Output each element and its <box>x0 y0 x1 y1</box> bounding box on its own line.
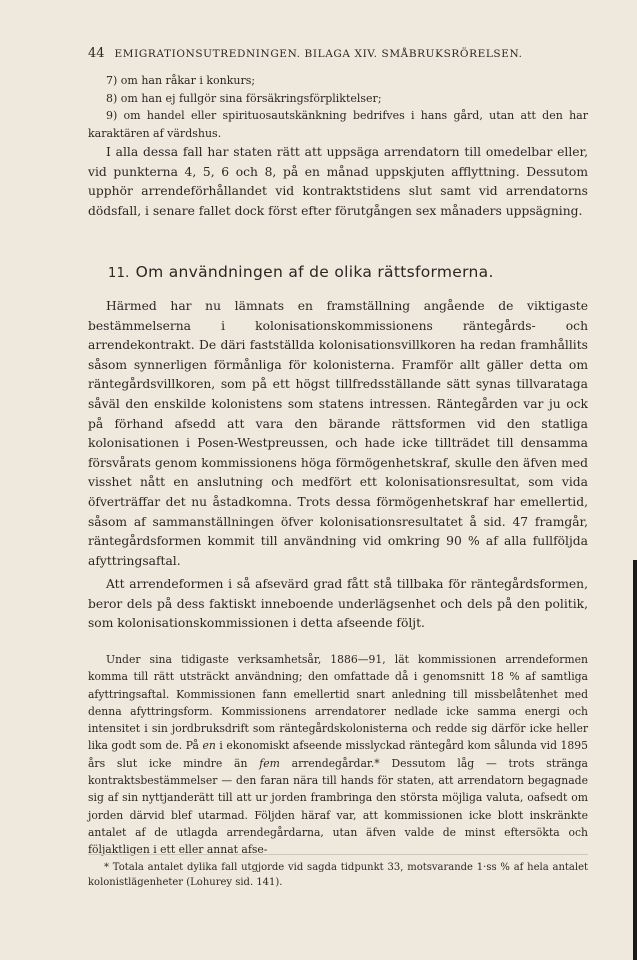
text-segment: i ekonomiskt afseende misslyckad räntegård kom sålunda vid 1895 års slut icke mindre än <box>88 739 589 770</box>
text-segment: Under sina tidigaste verksamhetsår, 1886—91, lät kommissionen arrendeformen komma till rätt utsträckt användning; den omfattade då i genomsnitt 18 % af samtliga afyttringsaftal. Kommissionen fann emellertid snart anledning till missbelåtenhet med denna afyttringsform. Kommissionens arrendatorer nedlade icke samma energi och intensitet i sin jordbruksdrift som räntegårdskolonisterna och redde sig därför icke heller lika godt som de. På <box>88 653 588 753</box>
paragraph-text <box>88 651 588 859</box>
small-print-paragraph <box>88 651 588 859</box>
footnote <box>88 860 588 890</box>
page-number: 44 <box>88 46 105 61</box>
scan-edge-shadow <box>633 560 637 960</box>
paragraph-termination <box>88 143 588 221</box>
section-title: Om användningen af de olika rättsformerna. <box>135 263 494 281</box>
list-item: 9) om handel eller spirituosautskänkning bedrifves i hans gård, utan att den har karaktären af värdshus. <box>88 109 588 140</box>
paragraph-text: Härmed har nu lämnats en framställning angående de viktigaste bestämmelserna i kolonisationskommissionens räntegårds- och arrendekontrakt. De däri fastställda kolonisationsvillkoren ha redan framhållits såsom synnerligen förmånliga för kolonisterna. Framför allt gäller detta om räntegårdsvillkoren, som på ett högst tillfredsställande sätt synas tillvarataga såväl den enskilde kolonistens som statens intressen. Räntegården var ju ock på förhand afsedd att vara den bärande rättsformen vid den statliga kolonisationen i Posen-Westpreussen, och hade icke tillträdet till densamma försvårats genom kommissionens höga förmögenhetskraf, skulle den äfven med visshet nått en anslutning och medfört ett kolonisationsresultat, som vida öfverträffar det nu åstadkomna. Trots dessa förmögenhetskraf har emellertid, såsom af sammanställningen öfver kolonisationsresultatet å sid. 47 framgår, räntegårdsformen kommit till användning vid omkring 90 % af alla fullföljda afyttringsaftal. <box>88 299 588 568</box>
list-item: 8) om han ej fullgör sina försäkringsförpliktelser; <box>106 91 382 105</box>
page-header <box>88 46 588 61</box>
emphasis-fem: fem <box>259 756 280 770</box>
text-segment: arrendegårdar.* Dessutom låg — trots stränga kontraktsbestämmelser — den faran nära till hands för staten, att arrendatorn begagnade sig af sin nyttjanderätt till att ur jorden frambringa den största möjliga valuta, oafsedt om jorden därvid blef utarmad. Följden häraf var, att kommissionen icke blott inskränkte antalet af de utlagda arrendegårdarna, utan äfven valde de minst eftersökta och följaktligen i ett eller annat afse- <box>88 756 588 857</box>
footnote-text: * Totala antalet dylika fall utgjorde vid sagda tidpunkt 33, motsvarande 1·ss % af hela antalet kolonistlägenheter (Lohurey sid. 141). <box>88 862 588 888</box>
list-item: 7) om han råkar i konkurs; <box>106 74 256 87</box>
paragraph-text: Att arrendeformen i så afsevärd grad fått stå tillbaka för räntegårdsformen, beror dels på dess faktiskt inneboende underlägsenhet och dels på den politik, som kolonisationskommissionen i detta afseende följt. <box>88 577 588 631</box>
paragraph-lease-form <box>88 575 588 634</box>
condition-list <box>88 72 588 142</box>
paragraph-text: I alla dessa fall har staten rätt att uppsäga arrendatorn till omedelbar eller, vid punkterna 4, 5, 6 och 8, på en månad uppskjuten afflyttning. Dessutom upphör arrendeförhållandet vid kontraktstidens slut samt vid arrendatorns dödsfall, i senare fallet dock först efter förutgången sex månaders uppsägning. <box>88 145 588 218</box>
running-title: EMIGRATIONSUTREDNINGEN. BILAGA XIV. SMÅBRUKSRÖRELSEN. <box>114 48 523 60</box>
emphasis-en: en <box>202 739 216 753</box>
paragraph-legal-forms <box>88 297 588 571</box>
footnote-divider <box>88 854 588 855</box>
section-number: 11. <box>108 266 130 281</box>
section-heading <box>108 263 494 281</box>
